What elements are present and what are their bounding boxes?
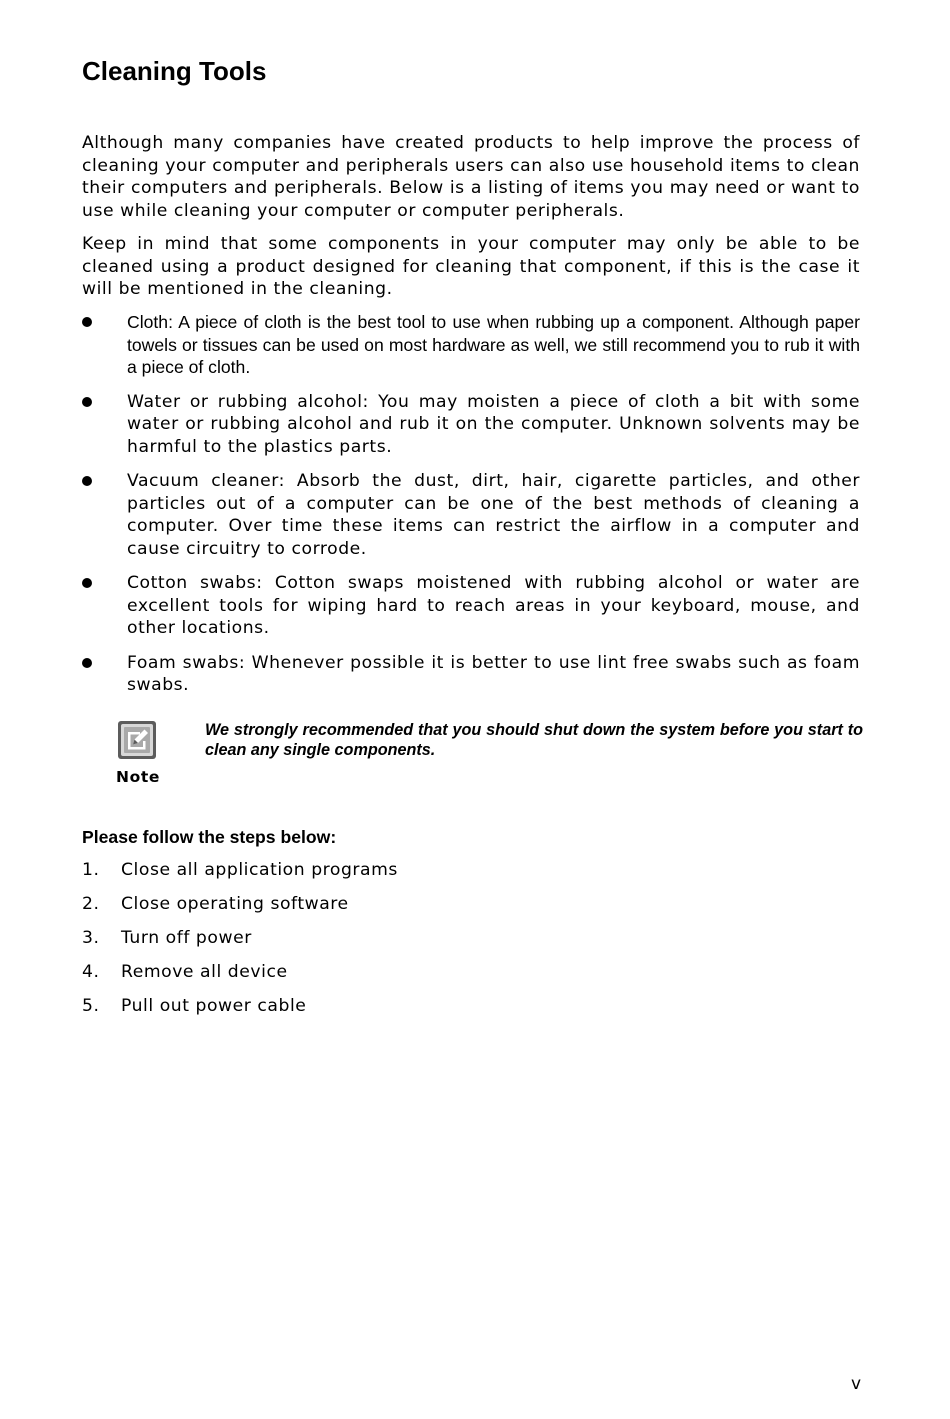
step-number: 2. — [82, 894, 100, 914]
list-item-water — [82, 391, 860, 459]
step-text: Turn off power — [121, 928, 252, 948]
bullet-icon — [82, 578, 92, 588]
page-number: v — [851, 1374, 862, 1394]
bullet-icon — [82, 476, 92, 486]
steps-heading: Please follow the steps below: — [82, 827, 337, 847]
note-text: We strongly recommended that you should shut down the system before you start to clean any single components. — [205, 721, 863, 759]
intro-paragraph: Although many companies have created products to help improve the process of cleaning your computer and peripherals users can also use household items to clean their computers and peripherals. Below is a listing of items you may need or want to use while cleaning your computer or computer peripherals. — [82, 133, 860, 221]
bullet-icon — [82, 658, 92, 668]
step-number: 3. — [82, 928, 100, 948]
step-number: 5. — [82, 996, 100, 1016]
note-label: Note — [116, 768, 160, 786]
list-item-text: Cloth: A piece of cloth is the best tool to use when rubbing up a component. Although paper towels or tissues can be used on most hardware as well, we still recommend you to rub it with a piece of cloth. — [127, 312, 860, 377]
page-title: Cleaning Tools — [82, 56, 267, 86]
cleaning-tools-list — [82, 311, 860, 709]
step-number: 4. — [82, 962, 100, 982]
step-text: Remove all device — [121, 962, 288, 982]
step-number: 1. — [82, 860, 100, 880]
bullet-icon — [82, 397, 92, 407]
bullet-icon — [82, 317, 92, 327]
step-text: Pull out power cable — [121, 996, 307, 1016]
list-item-text: Vacuum cleaner: Absorb the dust, dirt, hair, cigarette particles, and other particles out of a computer can be one of the best methods of cleaning a computer. Over time these items can restrict the airflow in a computer and cause circuitry to corrode. — [127, 471, 860, 559]
list-item-cloth — [82, 311, 860, 379]
step-text: Close all application programs — [121, 860, 398, 880]
note-pencil-icon — [117, 720, 157, 760]
list-item-text: Foam swabs: Whenever possible it is better to use lint free swabs such as foam swabs. — [127, 652, 860, 695]
list-item-text: Water or rubbing alcohol: You may moisten a piece of cloth a bit with some water or rubbing alcohol and rub it on the computer. Unknown solvents may be harmful to the plastics parts. — [127, 391, 860, 457]
list-item-foam-swabs — [82, 652, 860, 697]
list-item-vacuum — [82, 470, 860, 560]
list-item-cotton-swabs — [82, 572, 860, 640]
list-item-text: Cotton swabs: Cotton swaps moistened with rubbing alcohol or water are excellent tools for wiping hard to reach areas in your keyboard, mouse, and other locations. — [127, 573, 860, 638]
step-text: Close operating software — [121, 894, 349, 914]
components-paragraph: Keep in mind that some components in your computer may only be able to be cleaned using a product designed for cleaning that component, if this is the case it will be mentioned in the cleaning. — [82, 234, 860, 299]
